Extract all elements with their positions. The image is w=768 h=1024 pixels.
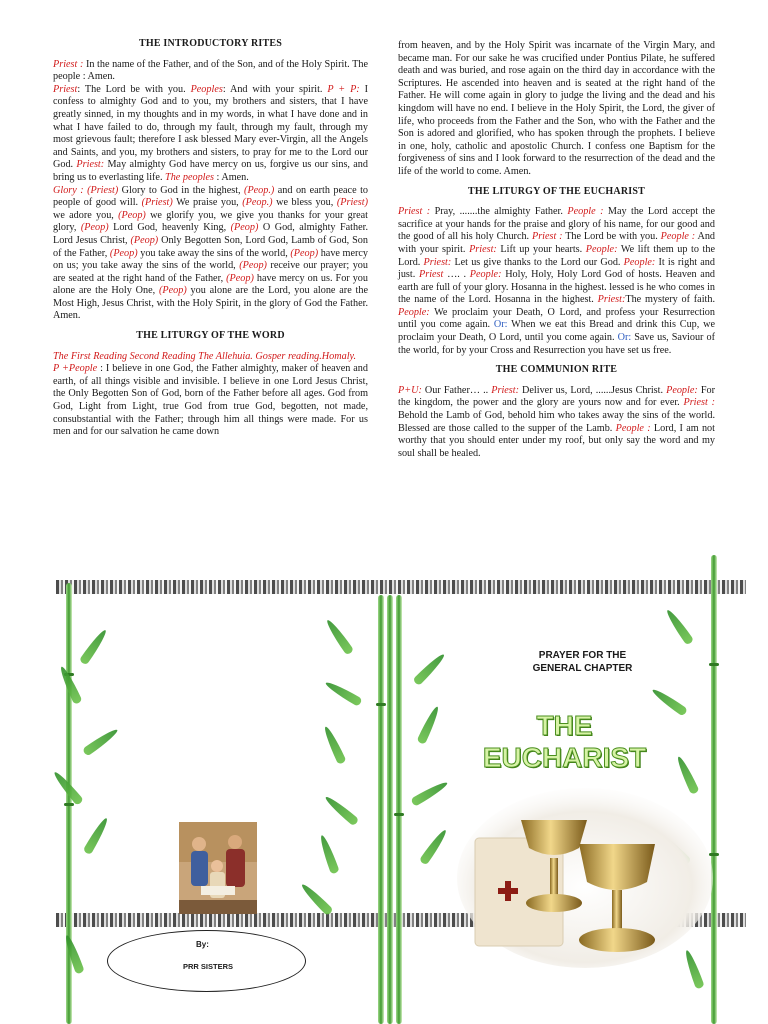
text-run: I confess to almighty God and to you, my brothers and sisters, that I have greatly sinned, in my thoughts and in my words, in what I have done and in what I have failed to do, through my fault, through my fault, through my most grievous fault; therefore I ask blessed Mary ever-Virgin, all the Angels and Saints, and you, my brothers and sisters, to pray for me to the Lord our God.: [53, 83, 368, 171]
bamboo-leaf: [323, 794, 359, 827]
right-text-column: [398, 40, 715, 460]
speaker-label: (Priest): [336, 197, 368, 209]
bamboo-leaf: [299, 882, 334, 917]
text-run: May almighty God have mercy on us, forgive us our sins, and bring us to everlasting life.: [53, 159, 368, 183]
bamboo-leaf: [410, 779, 449, 807]
bamboo-node: [376, 703, 386, 706]
bamboo-leaf: [322, 725, 347, 765]
text-paragraph: [398, 385, 715, 461]
speaker-label: Priest:: [491, 384, 519, 396]
text-run: Glory to God in the highest,: [118, 184, 245, 196]
text-run: And with your spirit.: [398, 231, 716, 255]
introductory-rites-text: [53, 59, 368, 323]
speaker-label: Priest:: [597, 294, 626, 306]
text-run: For the kingdom, the power and the glory are yours now and for ever.: [398, 384, 715, 409]
speaker-label: (Peop): [239, 260, 267, 272]
text-paragraph: [53, 59, 368, 84]
text-run: : And with your spirit.: [222, 83, 328, 95]
text-run: have mercy on us; you take away the sins of the world,: [53, 247, 368, 272]
speaker-label: (Peop): [159, 285, 187, 297]
speaker-label: (Peop): [230, 222, 259, 234]
speaker-label: (Peop.): [244, 184, 275, 196]
text-run: We lift them up to the Lord.: [398, 243, 715, 268]
speaker-label: People:: [398, 306, 430, 318]
heading-liturgy-of-eucharist: THE LITURGY OF THE EUCHARIST: [468, 185, 645, 197]
liturgy-of-word-text: [53, 351, 368, 439]
speaker-label: People:: [585, 243, 618, 255]
text-run: …. .: [443, 269, 470, 281]
text-run: O God, almighty Father. Lord Jesus Christ,: [53, 222, 369, 246]
bamboo-leaf: [324, 618, 354, 656]
speaker-label: Priest: [419, 269, 444, 281]
text-paragraph: [53, 363, 368, 439]
speaker-label: Glory : (Priest): [53, 184, 119, 196]
bamboo-leaf: [79, 628, 109, 666]
speaker-label: The peoples: [165, 171, 214, 183]
bamboo-node: [709, 663, 719, 666]
text-run: you alone are the Lord, you alone are the Most High, Jesus Christ, with the Holy Spirit, in the glory of God the Father. Amen.: [53, 285, 368, 322]
text-paragraph: [53, 185, 368, 324]
text-run: : The Lord be with you.: [77, 83, 191, 95]
text-paragraph: [398, 206, 715, 357]
bamboo-stalk: [396, 595, 402, 1024]
text-run: When we eat this Bread and drink this Cup, we proclaim your Death, O Lord, until you come again.: [398, 319, 715, 344]
bamboo-leaf: [83, 816, 111, 855]
text-run: Save us, Saviour of the world, for by your Cross and Resurrection you have set us free.: [398, 332, 715, 356]
bamboo-leaf: [419, 828, 449, 866]
text-run: The Lord be with you.: [562, 231, 661, 243]
bamboo-leaf: [664, 608, 694, 646]
text-paragraph: [398, 40, 715, 179]
holy-family-painting: [179, 822, 257, 914]
speaker-label: (Peop): [109, 247, 138, 259]
text-run: we bless you,: [272, 197, 337, 209]
speaker-label: Priest :: [531, 231, 563, 243]
speaker-label: People:: [623, 256, 656, 268]
heading-communion-rite: THE COMMUNION RITE: [495, 364, 618, 376]
bamboo-leaf: [412, 652, 447, 687]
bamboo-leaf: [416, 705, 441, 745]
speaker-label: (Peop): [130, 234, 159, 246]
bamboo-leaf: [318, 834, 340, 875]
text-run: Pray, .......the almighty Father.: [430, 206, 568, 218]
text-run: We praise you,: [172, 197, 243, 209]
bamboo-leaf: [82, 726, 120, 756]
text-run: Behold the Lamb of God, behold him who takes away the sins of the world. Blessed are those called to the supper of the Lamb.: [398, 410, 715, 434]
speaker-label: Or:: [493, 319, 508, 331]
speaker-label: People:: [666, 384, 698, 396]
text-run: from heaven, and by the Holy Spirit was incarnate of the Virgin Mary, and became man. For our sake he was crucified under Pontius Pilate, he suffered death and was buried, and rose again on the third day in accordance with the Scriptures. He ascended into heaven and is seated at the right hand of the Father. He will come again in glory to judge the living and the dead and his kingdom will have no end. I believe in the Holy Spirit, the Lord, the giver of life, who proceeds from the Father and the Son, who with the Father and the Son is adored and glorified, who has spoken through the prophets. I believe in one, holy, catholic and apostolic Church. I confess one Baptism for the forgiveness of sins and I look forward to the resurrection of the dead and the life of the world to come. Amen.: [398, 40, 715, 177]
bamboo-node: [64, 803, 74, 806]
communion-rite-text: [398, 385, 715, 461]
creed-continuation-text: [398, 40, 715, 179]
speaker-label: (Peop): [118, 209, 146, 221]
speaker-label: Or:: [617, 332, 632, 344]
speaker-label: People :: [660, 231, 696, 243]
speaker-label: Priest :: [398, 206, 431, 218]
chalice-illustration: [455, 778, 715, 968]
text-run: : Amen.: [214, 171, 249, 183]
text-run: Lord, I am not worthy that you should enter under my roof, but only say the word and my soul shall be healed.: [398, 422, 715, 459]
liturgy-of-eucharist-text: [398, 206, 715, 357]
speaker-label: People :: [615, 422, 651, 434]
speaker-label: Priest:: [76, 159, 105, 171]
prayer-for-general-chapter-title: PRAYER FOR THE GENERAL CHAPTER: [532, 650, 633, 674]
text-run: Deliver us, Lord, ......Jesus Christ.: [518, 384, 667, 396]
speaker-label: Priest: [53, 83, 78, 95]
speaker-label: People:: [469, 269, 502, 281]
speaker-label: People :: [567, 206, 604, 218]
text-run: receive our prayer; you are seated at the right hand of the Father,: [53, 260, 368, 284]
bamboo-stalk: [387, 595, 393, 1024]
speaker-label: (Priest): [141, 197, 173, 209]
text-run: Our Father… ..: [421, 384, 492, 396]
text-run: Holy, Holy, Holy Lord God of hosts. Heaven and earth are full of your glory. Hosanna in the highest. lessed is he who comes in the name of the Lord. Hosanna in the highest.: [398, 269, 716, 306]
heading-liturgy-of-word: THE LITURGY OF THE WORD: [136, 330, 285, 342]
speaker-label: P+U:: [398, 384, 422, 396]
text-run: you take away the sins of the world,: [137, 247, 291, 259]
author-name: PRR SISTERS: [182, 962, 233, 971]
text-run: and on earth peace to people of good will.: [53, 184, 368, 209]
bamboo-node: [394, 813, 404, 816]
speaker-label: Priest :: [53, 58, 86, 70]
text-run: we glorify you, we give you thanks for your great glory,: [53, 209, 368, 234]
speaker-label: (Peop.): [242, 197, 273, 209]
speaker-label: Peoples: [190, 83, 223, 95]
text-run: It is right and just.: [398, 256, 715, 281]
text-run: we adore you,: [53, 209, 119, 221]
speaker-label: Priest :: [683, 397, 715, 409]
text-run: have mercy on us. For you alone are the Holy One,: [53, 272, 368, 297]
text-paragraph: [53, 351, 368, 364]
text-run: Lift up your hearts.: [496, 243, 586, 255]
text-run: Lord God, heavenly King,: [108, 222, 231, 234]
speaker-label: P +People: [53, 363, 98, 375]
bamboo-rail-top: [56, 580, 746, 594]
text-run: We proclaim your Death, O Lord, and profess your Resurrection until you come again.: [398, 306, 715, 331]
text-run: : I believe in one God, the Father almighty, maker of heaven and earth, of all things visible and invisible. I believe in one Lord Jesus Christ, the Only Begotten Son of God, born of the Father before all ages. God from God, Light from Light, true God from true God, begotten, not made, consubstantial with the Father; through him all things were made. For us men and for our salvation he came down: [53, 363, 368, 438]
text-paragraph: [53, 84, 368, 185]
speaker-label: (Peop): [290, 247, 319, 259]
text-run: May the Lord accept the sacrifice at your hands for the praise and glory of his name, for our good and the good of all his holy Church.: [398, 206, 715, 243]
text-run: In the name of the Father, and of the Son, and of the Holy Spirit. The people : Amen.: [53, 58, 368, 83]
speaker-label: P + P:: [327, 83, 360, 95]
bamboo-stalk: [378, 595, 384, 1024]
speaker-label: Priest:: [423, 256, 452, 268]
bamboo-leaf: [324, 679, 363, 707]
left-text-column: [53, 38, 368, 439]
speaker-label: (Peop): [226, 272, 254, 284]
by-label: By:: [196, 940, 209, 949]
the-eucharist-title: THE EUCHARIST: [482, 710, 647, 773]
text-run: The mystery of faith.: [625, 294, 715, 306]
heading-introductory-rites: THE INTRODUCTORY RITES: [139, 38, 282, 49]
speaker-label: The First Reading Second Reading The Allehuia. Gosper reading.Homaly.: [53, 350, 357, 362]
speaker-label: (Peop): [80, 222, 109, 234]
speaker-label: Priest:: [469, 243, 497, 255]
text-run: Let us give thanks to the Lord our God.: [451, 256, 624, 268]
text-run: Only Begotten Son, Lord God, Lamb of God, Son of the Father,: [53, 234, 368, 259]
